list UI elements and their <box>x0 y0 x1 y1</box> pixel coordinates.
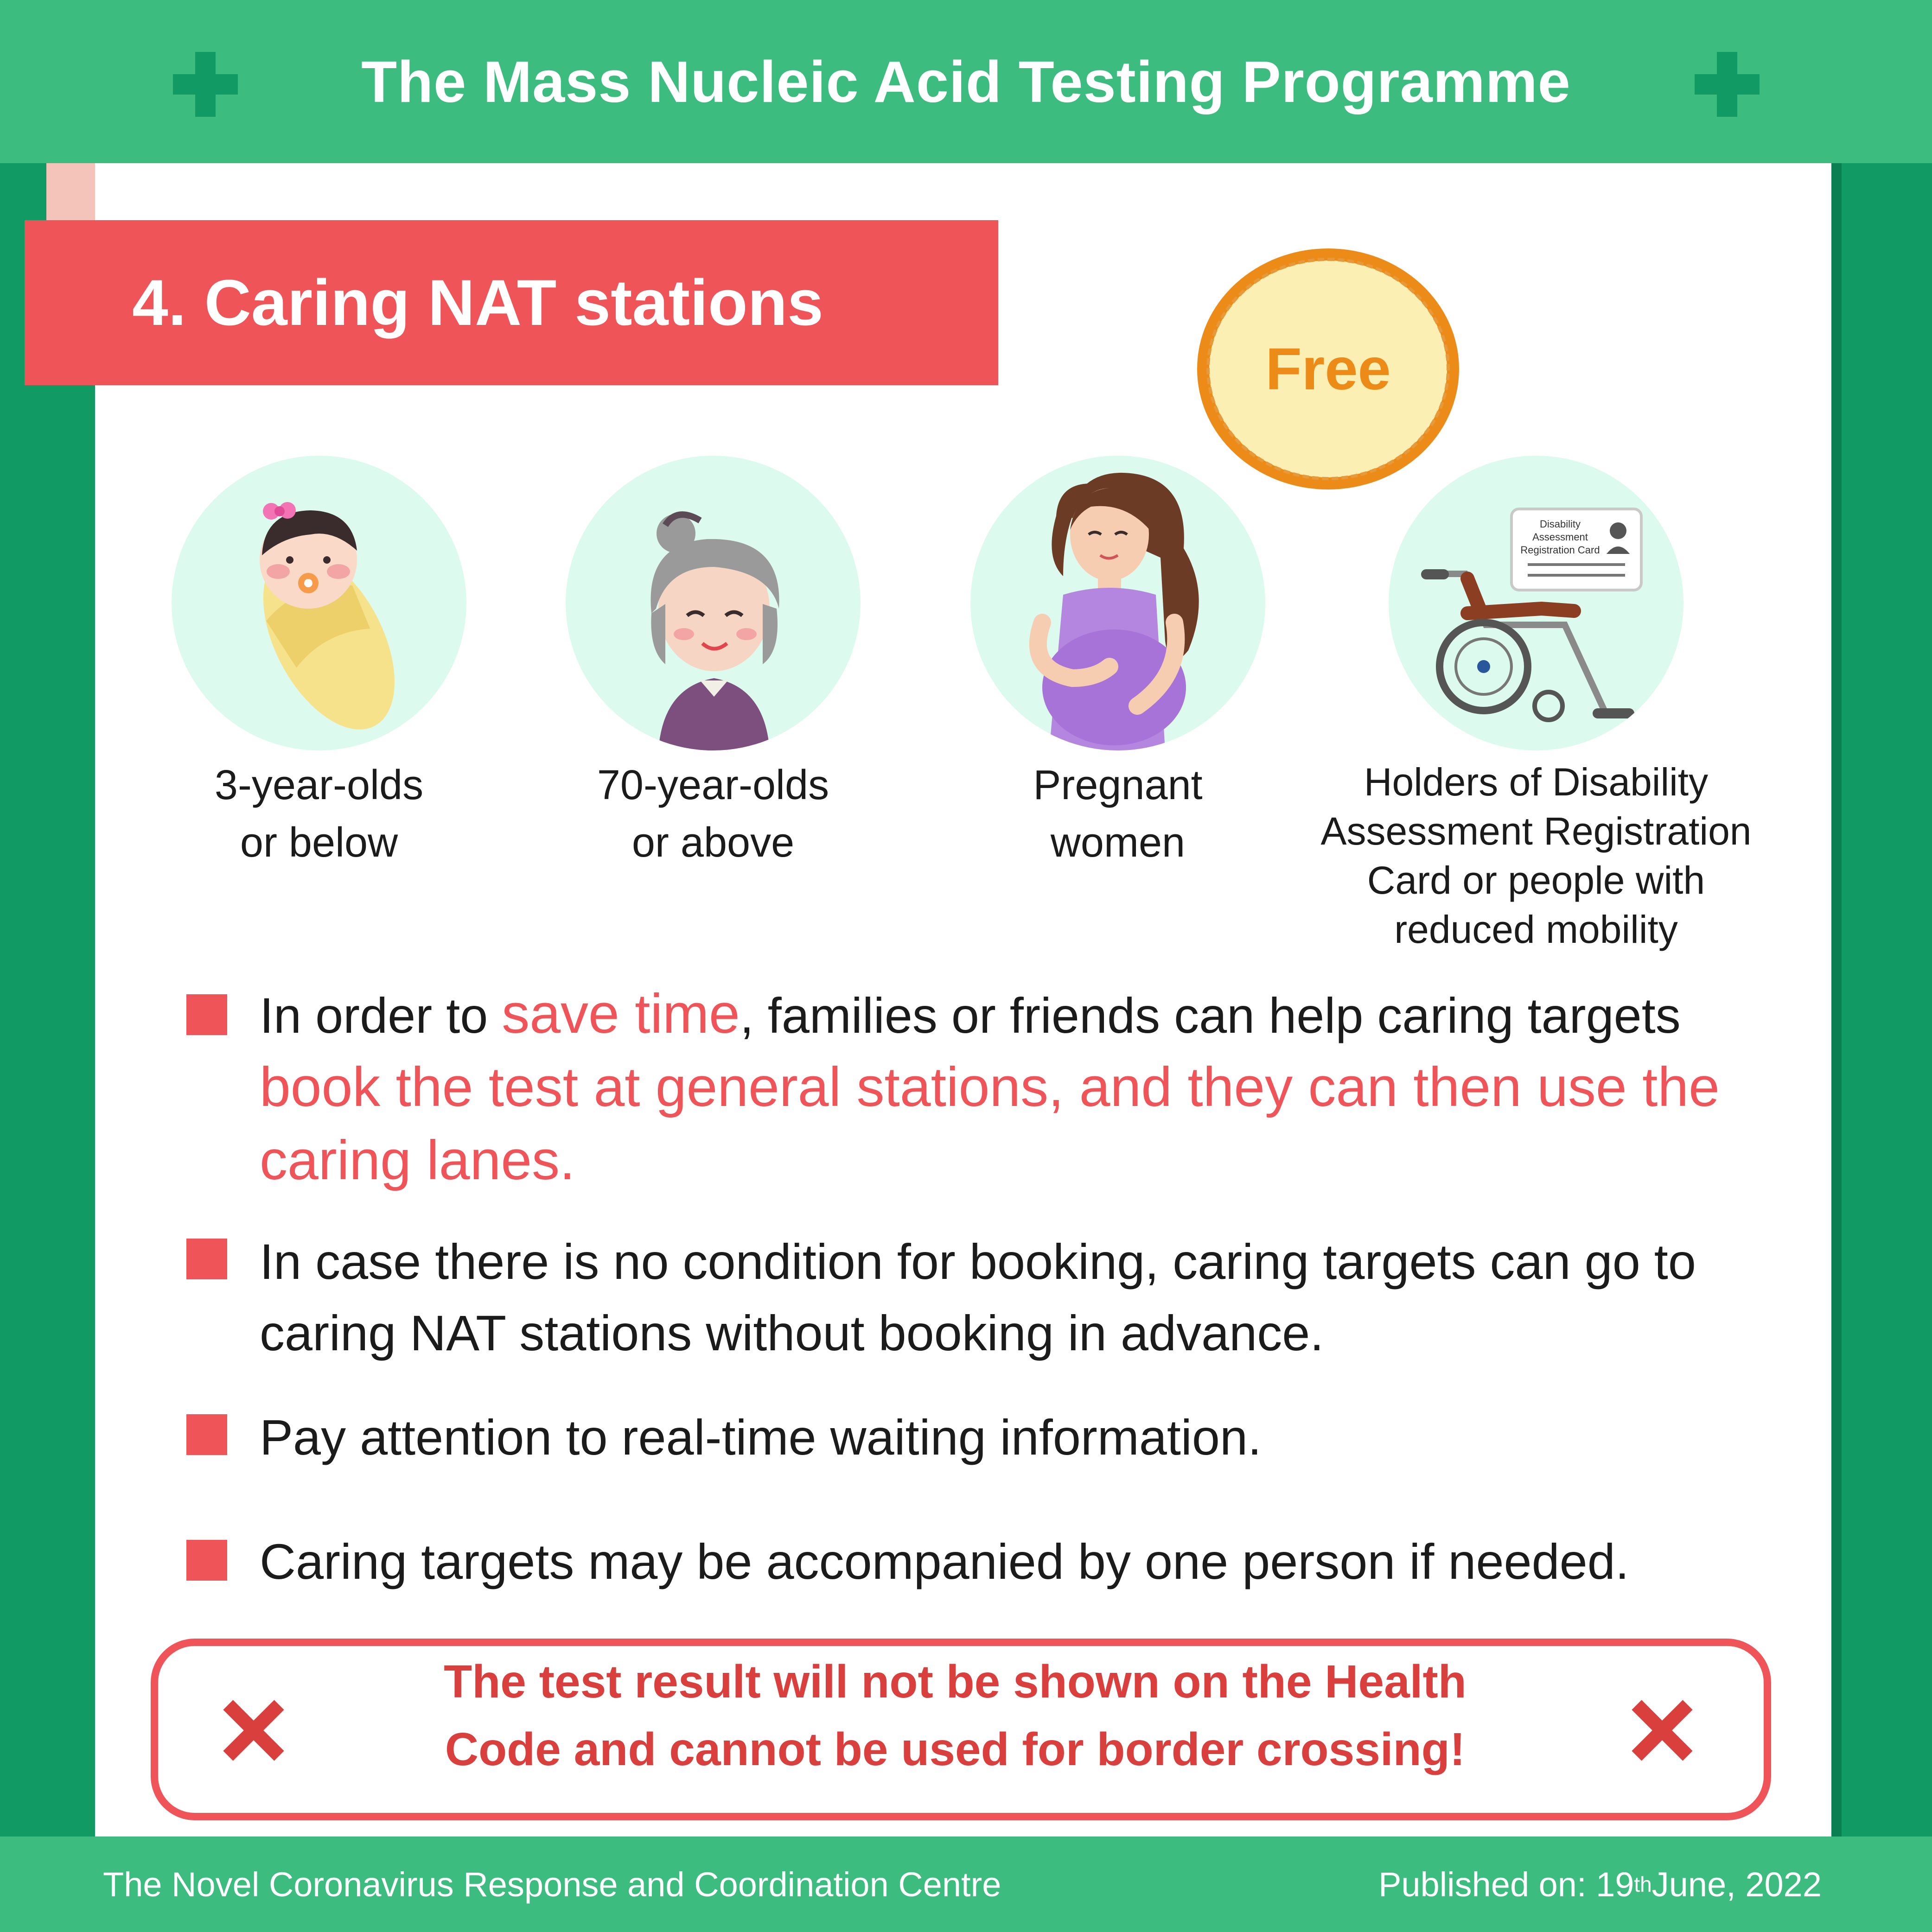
bullet-text-3: Pay attention to real-time waiting information. <box>260 1409 1262 1465</box>
target-caption-disability: Holders of Disability Assessment Registration Card or people with reduced mobility <box>1320 760 1752 951</box>
bullet-text-2: In case there is no condition for booking, caring targets can go to caring NAT stations without booking in advance. <box>260 1233 1696 1361</box>
paper-fold <box>46 163 95 222</box>
bullet-text-1: In order to save time, families or friends can help caring targets book the test at general stations, and they can then use the caring lanes. <box>260 983 1720 1191</box>
bullet-marker <box>186 1540 227 1581</box>
elderly-icon <box>566 456 861 750</box>
close-icon <box>219 1696 288 1765</box>
warning-text: The test result will not be shown on the Health Code and cannot be used for border crossing! <box>444 1656 1467 1775</box>
free-badge <box>1197 248 1459 489</box>
card-image-line3: Registration Card <box>1520 544 1600 556</box>
free-badge-label: Free <box>1265 336 1391 402</box>
bullet-marker <box>186 1239 227 1279</box>
bullet-marker <box>186 994 227 1035</box>
wheelchair-icon <box>1389 456 1683 750</box>
bullet-text-4: Caring targets may be accompanied by one person if needed. <box>260 1533 1629 1589</box>
pregnant-icon <box>970 456 1265 750</box>
footer-organization: The Novel Coronavirus Response and Coordination Centre <box>103 1865 1001 1904</box>
card-image-line2: Assessment <box>1532 531 1588 543</box>
page-title: The Mass Nucleic Acid Testing Programme <box>361 49 1571 114</box>
card-image-line1: Disability <box>1539 518 1581 530</box>
baby-icon <box>172 456 466 750</box>
section-title: 4. Caring NAT stations <box>132 266 823 339</box>
close-icon <box>1627 1696 1697 1765</box>
target-caption-children: 3-year-olds or below <box>214 762 424 866</box>
target-caption-pregnant: Pregnant women <box>1033 762 1203 866</box>
bullet-marker <box>186 1414 227 1455</box>
target-caption-elderly: 70-year-olds or above <box>597 762 829 866</box>
footer-published-date: Published on: 19 th June, 2022 <box>1378 1865 1822 1904</box>
